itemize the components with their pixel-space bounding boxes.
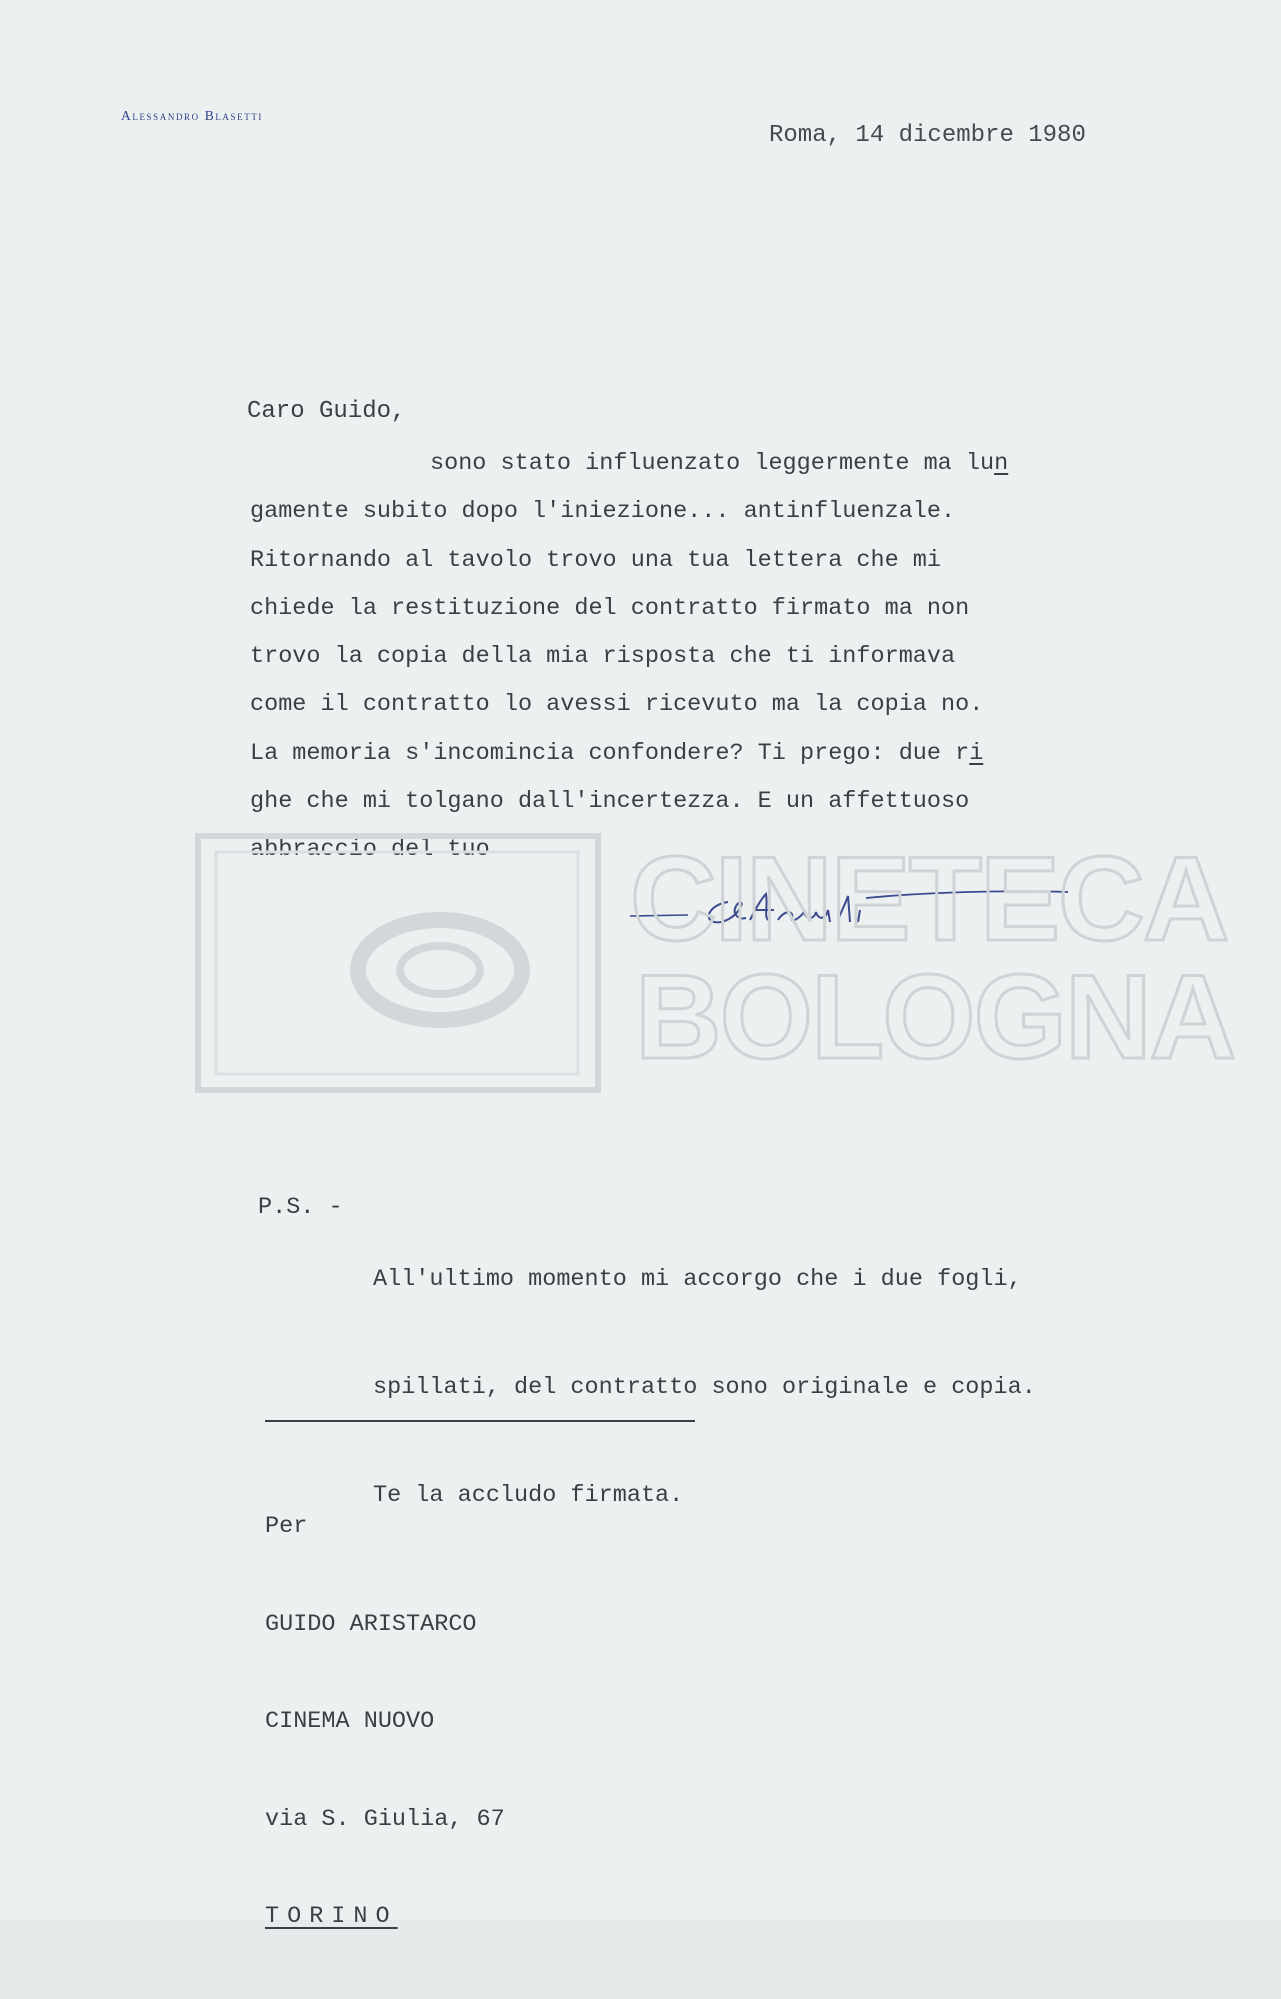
address-divider (265, 1420, 695, 1422)
body-line-underlined: n (994, 450, 1009, 477)
body-line (250, 585, 1008, 633)
body-line (250, 633, 1008, 681)
letter-body (250, 440, 1008, 875)
recipient-address (265, 1446, 505, 1999)
body-line (250, 826, 1008, 874)
body-line-underlined: i (969, 739, 984, 767)
body-line (250, 537, 1008, 585)
watermark-line2: BOLOGNA (635, 950, 1235, 1084)
body-line-text: trovo la copia della mia risposta che ti informava (250, 643, 956, 671)
postscript-line: Te la accludo firmata. (373, 1482, 684, 1509)
body-line-text: abbraccio del tuo (250, 836, 490, 864)
postscript-label: P.S. - (258, 1194, 343, 1221)
body-line (250, 488, 1008, 536)
body-line-text: sono stato influenzato leggermente ma lu (430, 450, 995, 477)
watermark-line1: CINETECA (630, 832, 1228, 966)
address-city: TORINO (265, 1903, 398, 1930)
body-line (250, 730, 1008, 778)
letterhead: Alessandro Blasetti (121, 108, 264, 123)
body-line-text: Ritornando al tavolo trovo una tua lettera che mi (250, 546, 942, 574)
postscript-line: All'ultimo momento mi accorgo che i due fogli, (373, 1266, 1022, 1293)
body-line-text: La memoria s'incomincia confondere? Ti prego: due r (250, 739, 970, 767)
body-line-text: come il contratto lo avessi ricevuto ma la copia no. (250, 691, 984, 719)
address-street: via S. Giulia, 67 (265, 1805, 505, 1833)
body-line-text: gamente subito dopo l'iniezione... antinfluenzale. (250, 498, 956, 526)
postscript-line: spillati, del contratto sono originale e copia. (373, 1374, 1036, 1401)
body-line (250, 440, 1008, 488)
letter-date: Roma, 14 dicembre 1980 (769, 122, 1086, 149)
greeting: Caro Guido, (247, 398, 406, 425)
signature (628, 880, 1073, 940)
address-org: CINEMA NUOVO (265, 1708, 435, 1735)
address-per: Per (265, 1513, 308, 1540)
body-line (250, 681, 1008, 729)
body-line (250, 778, 1008, 826)
address-name: GUIDO ARISTARCO (265, 1610, 477, 1638)
body-line-text: chiede la restituzione del contratto firmato ma non (250, 594, 970, 622)
body-line-text: ghe che mi tolgano dall'incertezza. E un affettuoso (250, 788, 970, 816)
